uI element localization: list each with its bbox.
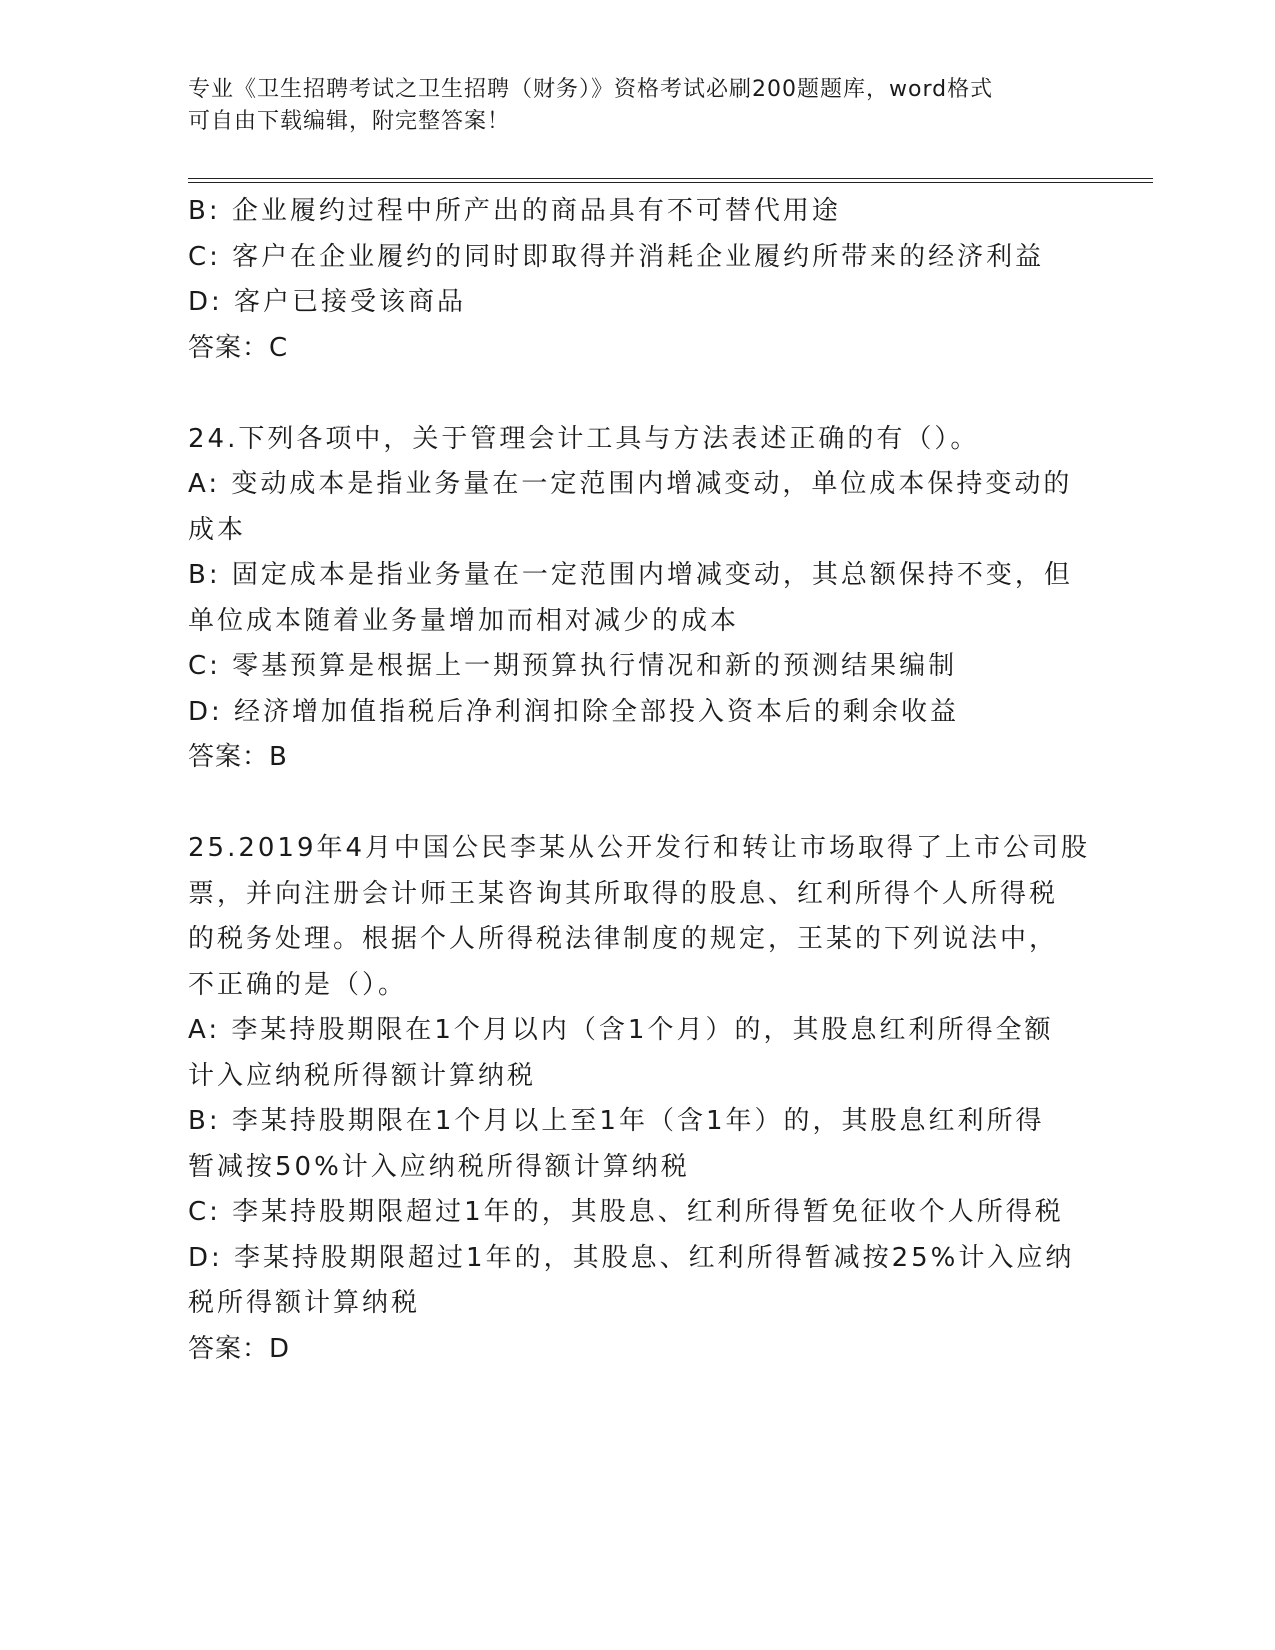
q24-stem: 24.下列各项中，关于管理会计工具与方法表述正确的有（）。 — [188, 423, 980, 454]
header-line-1: 专业《卫生招聘考试之卫生招聘（财务）》资格考试必刷200题题库，word格式 — [188, 77, 994, 102]
q24-option-b-line-1: B: 固定成本是指业务量在一定范围内增减变动，其总额保持不变，但 — [188, 560, 1073, 590]
q23-option-c: C: 客户在企业履约的同时即取得并消耗企业履约所带来的经济利益 — [188, 241, 1045, 272]
question-content — [188, 189, 1091, 1372]
q25-stem-line-2: 票，并向注册会计师王某咨询其所取得的股息、红利所得个人所得税 — [188, 878, 1059, 909]
q25-stem-line-3: 的税务处理。根据个人所得税法律制度的规定，王某的下列说法中， — [188, 924, 1059, 954]
header-line-2: 可自由下载编辑，附完整答案！ — [188, 109, 511, 134]
q25-answer: 答案：D — [188, 1333, 291, 1364]
q24-option-b-line-2: 单位成本随着业务量增加而相对减少的成本 — [188, 605, 740, 636]
header-rule-top — [188, 178, 1153, 179]
header-rule-bottom — [188, 182, 1153, 183]
q25-stem-line-1: 25.2019年4月中国公民李某从公开发行和转让市场取得了上市公司股 — [188, 833, 1091, 863]
document-header — [188, 74, 1088, 138]
q24-option-a-line-2: 成本 — [188, 514, 247, 545]
q24-option-c: C: 零基预算是根据上一期预算执行情况和新的预测结果编制 — [188, 651, 958, 681]
q25-option-b-line-2: 暂减按50%计入应纳税所得额计算纳税 — [188, 1151, 690, 1182]
q25-option-b-line-1: B: 李某持股期限在1个月以上至1年（含1年）的，其股息红利所得 — [188, 1106, 1045, 1136]
q25-option-a-line-1: A: 李某持股期限在1个月以内（含1个月）的，其股息红利所得全额 — [188, 1015, 1054, 1045]
spacer — [188, 781, 1088, 827]
question-25 — [188, 826, 1091, 1372]
q23-option-b: B: 企业履约过程中所产出的商品具有不可替代用途 — [188, 196, 841, 226]
q25-option-a-line-2: 计入应纳税所得额计算纳税 — [188, 1060, 537, 1091]
q24-option-a-line-1: A: 变动成本是指业务量在一定范围内增减变动，单位成本保持变动的 — [188, 469, 1073, 499]
q23-option-d: D: 客户已接受该商品 — [188, 287, 467, 317]
q23-answer: 答案：C — [188, 332, 289, 363]
question-24 — [188, 417, 1088, 781]
q24-answer: 答案：B — [188, 742, 288, 772]
q25-stem-line-4: 不正确的是（）。 — [188, 969, 408, 1000]
q25-option-c: C: 李某持股期限超过1年的，其股息、红利所得暂免征收个人所得税 — [188, 1197, 1064, 1227]
q25-option-d-line-2: 税所得额计算纳税 — [188, 1288, 421, 1318]
spacer — [188, 371, 1088, 417]
question-23 — [188, 189, 1088, 371]
q24-option-d: D: 经济增加值指税后净利润扣除全部投入资本后的剩余收益 — [188, 696, 960, 727]
q25-option-d-line-1: D: 李某持股期限超过1年的，其股息、红利所得暂减按25%计入应纳 — [188, 1242, 1075, 1273]
